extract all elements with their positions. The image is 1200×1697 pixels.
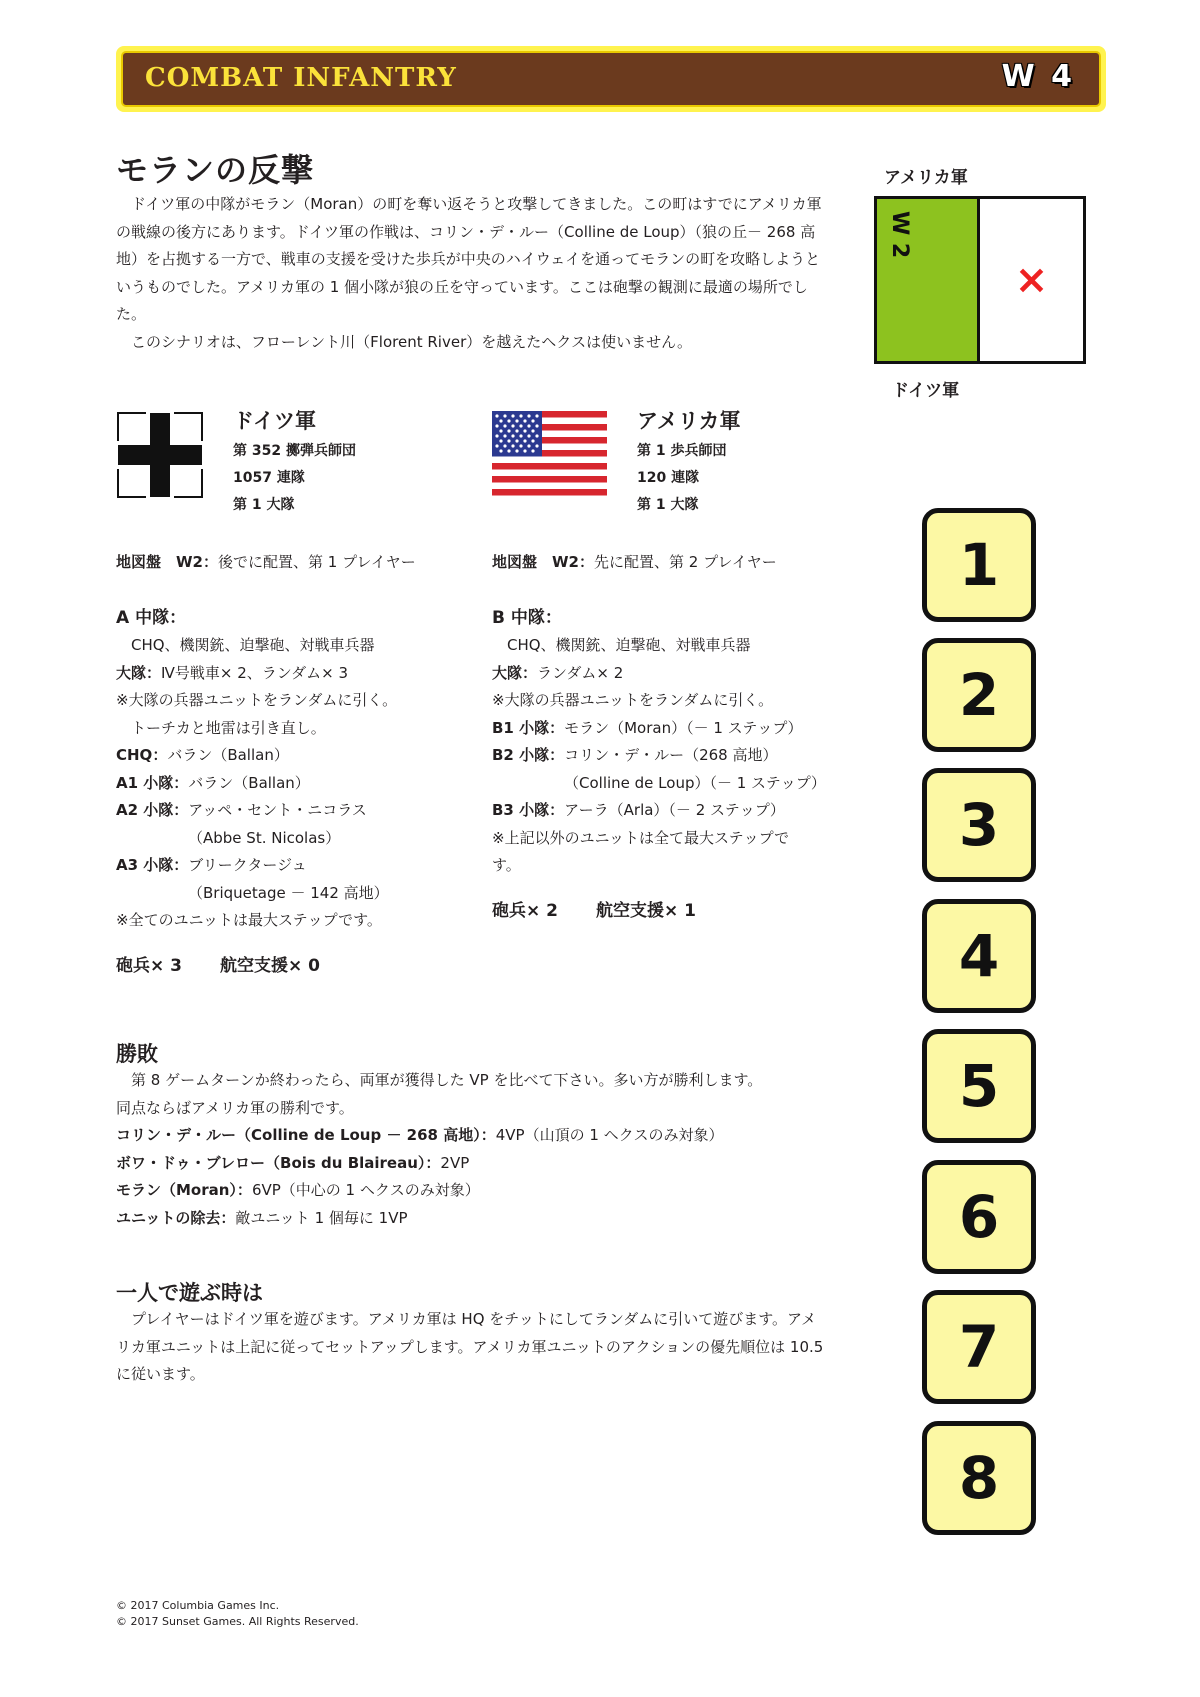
german-artillery: 砲兵× 3	[116, 956, 182, 976]
german-cross-icon	[116, 411, 204, 499]
solo-section	[116, 1306, 831, 1389]
victory-intro: 同点ならばアメリカ軍の勝利です。	[116, 1098, 354, 1117]
victory-item: コリン・デ・ルー（Colline de Loup － 268 高地）：4VP（山頂の 1 ヘクスのみ対象）	[116, 1126, 724, 1144]
turn-box: 2	[922, 638, 1036, 752]
map-bottom-label: ドイツ軍	[892, 381, 960, 401]
map-board-label: W 2	[887, 211, 912, 259]
unit-line: 120 連隊	[637, 470, 700, 486]
german-map-line: 地図盤 W2：後でに配置、第 1 プレイヤー	[116, 553, 416, 571]
victory-item: ボワ・ドゥ・ブレロー（Bois du Blaireau）：2VP	[116, 1153, 470, 1172]
victory-item: ユニットの除去：敵ユニット 1 個毎に 1VP	[116, 1208, 408, 1227]
american-name: アメリカ軍	[637, 409, 741, 433]
setup-line: ※大隊の兵器ユニットをランダムに引く。	[492, 691, 774, 709]
map-board-unused	[980, 199, 1083, 361]
setup-line: A1 小隊：バラン（Ballan）	[116, 773, 310, 792]
scenario-intro	[116, 191, 831, 356]
turn-box: 7	[922, 1290, 1036, 1404]
map-top-label: アメリカ軍	[884, 168, 968, 188]
setup-line: ※上記以外のユニットは全て最大ステップで	[492, 828, 790, 847]
victory-heading: 勝敗	[116, 1042, 158, 1066]
victory-item: モラン（Moran）：6VP（中心の 1 ヘクスのみ対象）	[116, 1181, 480, 1199]
unit-line: 第 1 大隊	[233, 497, 295, 513]
setup-line: す。	[492, 856, 521, 874]
german-company-label: A 中隊：	[116, 608, 187, 628]
american-air: 航空支援× 1	[596, 901, 696, 921]
intro-paragraph: このシナリオは、フローレント川（Florent River）を越えたヘクスは使いません。	[131, 332, 692, 351]
copyright-line: © 2017 Columbia Games Inc.	[116, 1599, 280, 1612]
unit-line: 第 352 擲弾兵師団	[233, 443, 356, 459]
setup-line: トーチカと地雷は引き直し。	[131, 718, 326, 737]
setup-line: ※全てのユニットは最大ステップです。	[116, 911, 382, 929]
setup-line: A2 小隊：アッペ・セント・ニコラス	[116, 801, 367, 819]
scenario-code: W 4	[1001, 59, 1075, 94]
american-units	[637, 438, 727, 519]
unused-cross-icon: ×	[1014, 257, 1049, 303]
american-artillery: 砲兵× 2	[492, 901, 558, 921]
american-map-line: 地図盤 W2：先に配置、第 2 プレイヤー	[492, 553, 777, 571]
copyright	[116, 1598, 359, 1630]
german-setup-list	[116, 632, 397, 935]
copyright-line: © 2017 Sunset Games. All Rights Reserved.	[116, 1615, 359, 1628]
solo-text: プレイヤーはドイツ軍を遊びます。アメリカ軍は HQ をチットにしてランダムに引いて遊びます。アメリカ軍ユニットは上記に従ってセットアップします。アメリカ軍ユニットのアクションの優先順位は 10.5 に従います。	[116, 1310, 824, 1383]
german-units	[233, 438, 356, 519]
unit-line: 1057 連隊	[233, 470, 305, 486]
unit-line: 第 1 歩兵師団	[637, 443, 727, 459]
map-diagram	[874, 196, 1086, 364]
turn-box: 3	[922, 768, 1036, 882]
setup-line: A3 小隊：ブリークタージュ	[116, 856, 307, 874]
german-air: 航空支援× 0	[220, 956, 320, 976]
setup-line: CHQ：バラン（Ballan）	[116, 746, 289, 764]
solo-heading: 一人で遊ぶ時は	[116, 1281, 263, 1305]
turn-box: 1	[922, 508, 1036, 622]
setup-line: （Briquetage － 142 高地）	[188, 883, 389, 902]
turn-box: 5	[922, 1029, 1036, 1143]
setup-line: B2 小隊：コリン・デ・ルー（268 高地）	[492, 746, 778, 764]
german-name: ドイツ軍	[233, 409, 316, 433]
setup-line: （Abbe St. Nicolas）	[188, 828, 341, 847]
setup-line: 大隊：ランダム× 2	[492, 663, 624, 682]
turn-box: 8	[922, 1421, 1036, 1535]
header-banner	[116, 46, 1106, 112]
scenario-title: モランの反撃	[116, 151, 315, 189]
header-banner-inner	[121, 51, 1101, 107]
intro-paragraph: ドイツ軍の中隊がモラン（Moran）の町を奪い返そうと攻撃してきました。この町はすでにアメリカ軍の戦線の後方にあります。ドイツ軍の作戦は、コリン・デ・ルー（Colline de Loup）（狼の丘－ 268 高地）を占拠する一方で、戦車の支援を受けた歩兵が中央のハイウェイを通ってモランの町を攻略しようというものでした。アメリカ軍の 1 個小隊が狼の丘を守っています。ここは砲撃の観測に最適の場所でした。	[116, 195, 822, 323]
setup-line: B1 小隊：モラン（Moran）（－ 1 ステップ）	[492, 718, 803, 737]
american-setup-list	[492, 632, 826, 880]
setup-line: 大隊：Ⅳ号戦車× 2、ランダム× 3	[116, 663, 349, 682]
setup-line: CHQ、機関銃、迫撃砲、対戦車兵器	[507, 636, 751, 654]
game-title: COMBAT INFANTRY	[145, 63, 457, 93]
setup-line: ※大隊の兵器ユニットをランダムに引く。	[116, 691, 398, 709]
setup-line: （Colline de Loup）（－ 1 ステップ）	[564, 773, 826, 792]
us-flag-icon	[492, 411, 607, 496]
map-board-w2	[877, 199, 980, 361]
american-support	[492, 898, 696, 926]
victory-intro: 第 8 ゲームターンか終わったら、両軍が獲得した VP を比べて下さい。多い方が勝利します。	[131, 1071, 763, 1089]
setup-line: B3 小隊：アーラ（Arla）（－ 2 ステップ）	[492, 801, 785, 819]
german-support	[116, 953, 320, 981]
victory-section	[116, 1067, 762, 1232]
american-company-label: B 中隊：	[492, 608, 562, 628]
turn-box: 4	[922, 899, 1036, 1013]
turn-box: 6	[922, 1160, 1036, 1274]
unit-line: 第 1 大隊	[637, 497, 699, 513]
setup-line: CHQ、機関銃、迫撃砲、対戦車兵器	[131, 636, 375, 654]
